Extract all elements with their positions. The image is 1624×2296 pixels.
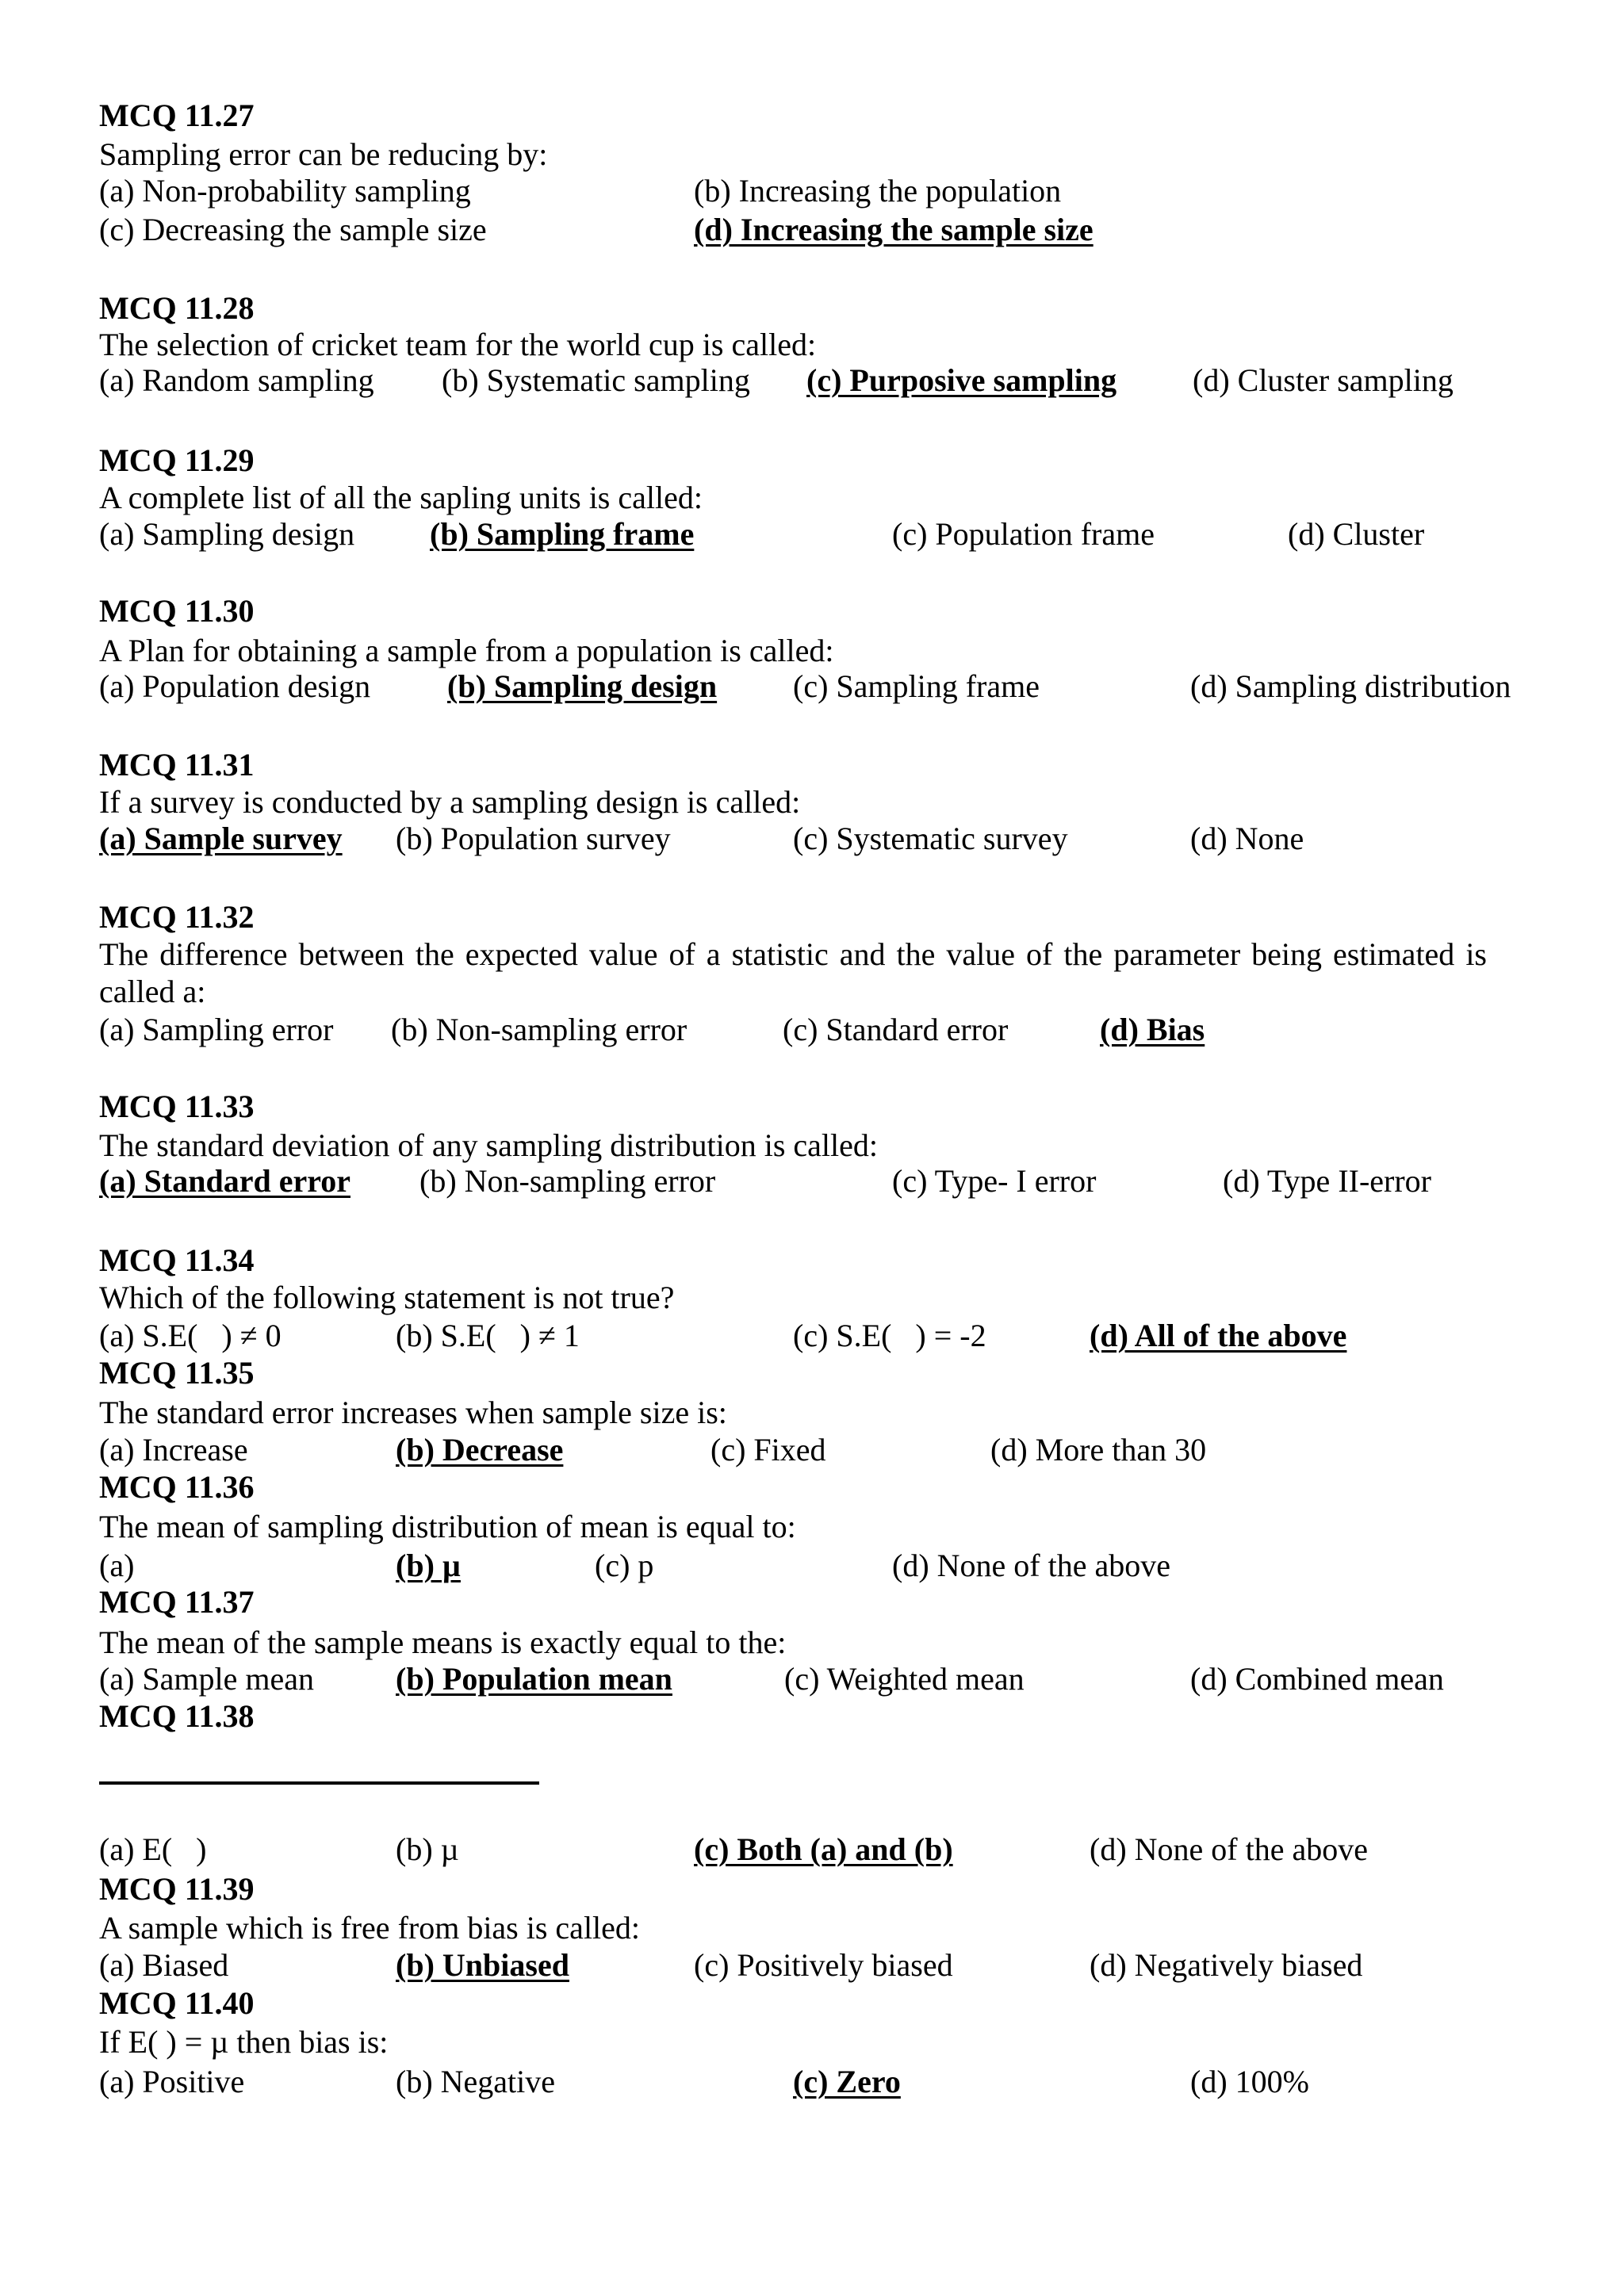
option-c: (c) Population frame [892,516,1155,552]
option-c: (c) Positively biased [694,1947,953,1983]
option-a: (a) Standard error [99,1163,350,1199]
option-b: (b) Population mean [396,1661,672,1697]
option-d: (d) Combined mean [1190,1661,1444,1697]
question-number: MCQ 11.37 [99,1584,255,1620]
option-a: (a) S.E( ) ≠ 0 [99,1318,282,1353]
option-d: (d) Cluster sampling [1193,362,1454,398]
question-text: The difference between the expected value of a statistic and the value of the parameter being estimated is [99,936,1487,972]
question-text: The mean of the sample means is exactly equal to the: [99,1624,787,1660]
option-d: (d) Negatively biased [1090,1947,1363,1983]
option-c: (c) Weighted mean [784,1661,1025,1697]
option-b: (b) µ [396,1548,461,1583]
option-d: (d) None [1190,821,1304,856]
option-a: (a) Sampling error [99,1012,334,1047]
option-a: (a) Sampling design [99,516,355,552]
option-b: (b) Sampling design [447,668,718,704]
option-b: (b) Non-sampling error [419,1163,716,1199]
option-a: (a) Sample mean [99,1661,314,1697]
option-d: (d) More than 30 [990,1432,1207,1468]
option-a: (a) Sample survey [99,821,343,856]
option-b: (b) Sampling frame [430,516,695,552]
separator-line [99,1781,539,1785]
option-d: (d) Cluster [1288,516,1425,552]
option-d: (d) Bias [1100,1012,1205,1047]
question-number: MCQ 11.36 [99,1469,255,1505]
option-d: (d) All of the above [1090,1318,1347,1353]
question-text: The standard error increases when sample size is: [99,1395,727,1430]
question-number: MCQ 11.29 [99,442,255,478]
question-number: MCQ 11.28 [99,290,255,326]
question-text: Which of the following statement is not true? [99,1280,675,1315]
option-d: (d) None of the above [1090,1831,1368,1867]
option-d: (d) 100% [1190,2064,1309,2099]
question-text: If a survey is conducted by a sampling design is called: [99,784,801,820]
option-a: (a) Positive [99,2064,245,2099]
option-c: (c) Decreasing the sample size [99,212,487,247]
option-c: (c) Both (a) and (b) [694,1831,953,1867]
option-b: (b) S.E( ) ≠ 1 [396,1318,580,1353]
question-text: A Plan for obtaining a sample from a population is called: [99,633,834,668]
option-a: (a) Random sampling [99,362,374,398]
option-a: (a) Biased [99,1947,229,1983]
option-a: (a) Increase [99,1432,248,1468]
option-b: (b) Increasing the population [694,173,1062,209]
option-c: (c) Type- I error [892,1163,1097,1199]
question-text: The selection of cricket team for the world cup is called: [99,327,817,362]
question-text: The standard deviation of any sampling distribution is called: [99,1127,879,1163]
option-a: (a) Non-probability sampling [99,173,471,209]
question-number: MCQ 11.31 [99,747,255,783]
question-text: A sample which is free from bias is called: [99,1910,641,1946]
option-a: (a) [99,1548,135,1583]
question-text-continued: called a: [99,974,206,1009]
question-number: MCQ 11.38 [99,1698,255,1734]
option-b: (b) Unbiased [396,1947,569,1983]
option-d: (d) Increasing the sample size [694,212,1094,247]
question-number: MCQ 11.33 [99,1089,255,1124]
question-number: MCQ 11.40 [99,1985,255,2021]
option-c: (c) Fixed [710,1432,826,1468]
question-number: MCQ 11.27 [99,98,255,133]
question-text: Sampling error can be reducing by: [99,136,548,172]
option-c: (c) Systematic survey [793,821,1068,856]
question-number: MCQ 11.30 [99,593,255,629]
option-b: (b) Systematic sampling [442,362,750,398]
question-text: The mean of sampling distribution of mean is equal to: [99,1509,796,1544]
option-d: (d) Type II-error [1223,1163,1431,1199]
option-b: (b) µ [396,1831,459,1867]
option-c: (c) Standard error [783,1012,1009,1047]
option-b: (b) Population survey [396,821,671,856]
question-number: MCQ 11.39 [99,1871,255,1907]
option-a: (a) E( ) [99,1831,207,1867]
question-number: MCQ 11.35 [99,1355,255,1391]
option-b: (b) Non-sampling error [391,1012,688,1047]
option-c: (c) Zero [793,2064,901,2099]
option-c: (c) Purposive sampling [806,362,1117,398]
option-c: (c) Sampling frame [793,668,1040,704]
option-c: (c) S.E( ) = -2 [793,1318,986,1353]
option-b: (b) Decrease [396,1432,564,1468]
question-text: If E( ) = µ then bias is: [99,2024,389,2060]
option-a: (a) Population design [99,668,371,704]
option-d: (d) None of the above [892,1548,1170,1583]
option-c: (c) p [595,1548,654,1583]
option-b: (b) Negative [396,2064,556,2099]
question-number: MCQ 11.32 [99,899,255,935]
option-d: (d) Sampling distribution [1190,668,1511,704]
question-number: MCQ 11.34 [99,1242,255,1278]
question-text: A complete list of all the sapling units is called: [99,480,703,515]
